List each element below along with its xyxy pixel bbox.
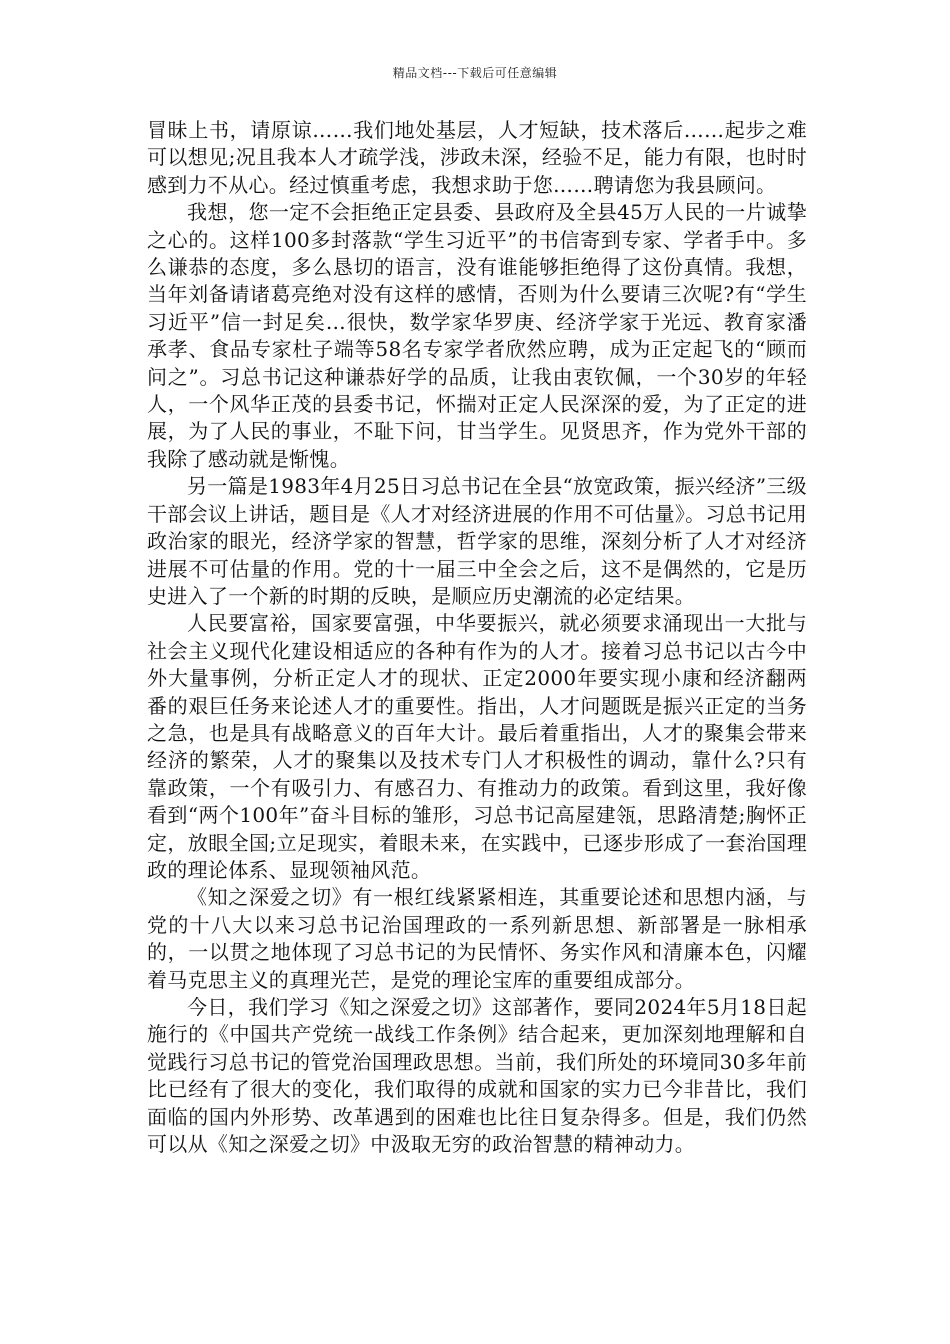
paragraph-4: 人民要富裕，国家要富强，中华要振兴，就必须要求涌现出一大批与社会主义现代化建设相适应的各种有作为的人才。接着习总书记以古今中外大量事例，分析正定人才的现状、正定2000年要实现小康和经济翻两番的艰巨任务来论述人才的重要性。指出，人才问题既是振兴正定的当务之急，也是具有战略意义的百年大计。最后着重指出，人才的聚集会带来经济的繁荣，人才的聚集以及技术专门人才积极性的调动，靠什么?只有靠政策，一个有吸引力、有感召力、有推动力的政策。看到这里，我好像看到“两个100年”奋斗目标的雏形，习总书记高屋建瓴，思路清楚;胸怀正定，放眼全国;立足现实，着眼未来，在实践中，已逐步形成了一套治国理政的理论体系、显现领袖风范。	[147, 611, 807, 882]
paragraph-2: 我想，您一定不会拒绝正定县委、县政府及全县45万人民的一片诚挚之心的。这样100多封落款“学生习近平”的书信寄到专家、学者手中。多么谦恭的态度，多么恳切的语言，没有谁能够拒绝得了这份真情。我想，当年刘备请诸葛亮绝对没有这样的感情，否则为什么要请三次呢?有“学生习近平”信一封足矣…很快，数学家华罗庚、经济学家于光远、教育家潘承孝、食品专家杜子端等58名专家学者欣然应聘，成为正定起飞的“顾而问之”。习总书记这种谦恭好学的品质，让我由衷钦佩，一个30岁的年轻人，一个风华正茂的县委书记，怀揣对正定人民深深的爱，为了正定的进展，为了人民的事业，不耻下问，甘当学生。见贤思齐，作为党外干部的我除了感动就是惭愧。	[147, 200, 807, 471]
paragraph-6: 今日，我们学习《知之深爱之切》这部著作，要同2024年5月18日起施行的《中国共产党统一战线工作条例》结合起来，更加深刻地理解和自觉践行习总书记的管党治国理政思想。当前，我们所处的环境同30多年前比已经有了很大的变化，我们取得的成就和国家的实力已今非昔比，我们面临的国内外形势、改革遇到的困难也比往日复杂得多。但是，我们仍然可以从《知之深爱之切》中汲取无穷的政治智慧的精神动力。	[147, 995, 807, 1157]
document-body	[147, 117, 807, 1158]
page-header: 精品文档---下载后可任意编辑	[392, 66, 558, 80]
paragraph-3: 另一篇是1983年4月25日习总书记在全县“放宽政策，振兴经济”三级干部会议上讲话，题目是《人才对经济进展的作用不可估量》。习总书记用政治家的眼光，经济学家的智慧，哲学家的思维，深刻分析了人才对经济进展不可估量的作用。党的十一届三中全会之后，这不是偶然的，它是历史进入了一个新的时期的反映，是顺应历史潮流的必定结果。	[147, 474, 807, 608]
paragraph-5: 《知之深爱之切》有一根红线紧紧相连，其重要论述和思想内涵，与党的十八大以来习总书记治国理政的一系列新思想、新部署是一脉相承的，一以贯之地体现了习总书记的为民情怀、务实作风和清廉本色，闪耀着马克思主义的真理光芒，是党的理论宝库的重要组成部分。	[147, 885, 807, 992]
paragraph-1: 冒昧上书，请原谅……我们地处基层，人才短缺，技术落后……起步之难可以想见;况且我本人才疏学浅，涉政未深，经验不足，能力有限，也时时感到力不从心。经过慎重考虑，我想求助于您……聘请您为我县顾问。	[147, 118, 807, 197]
